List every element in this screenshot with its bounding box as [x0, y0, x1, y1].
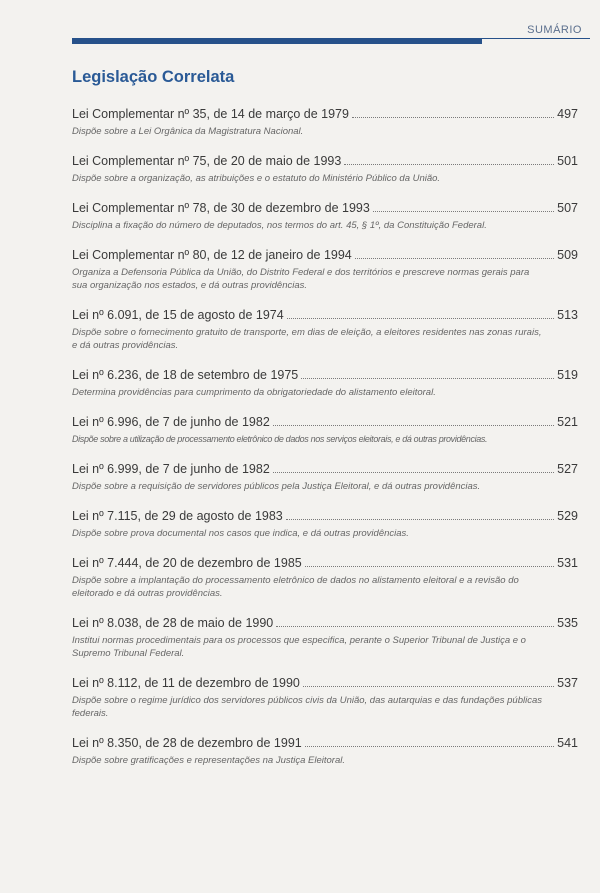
entry-page-number: 535	[557, 616, 578, 630]
toc-entry	[72, 247, 578, 292]
entry-page-number: 529	[557, 509, 578, 523]
entry-page-number: 531	[557, 556, 578, 570]
entry-description: Dispõe sobre prova documental nos casos que indica, e dá outras providências.	[72, 528, 409, 539]
entry-description: Disciplina a fixação do número de deputados, nos termos do art. 45, § 1º, da Constituição Federal.	[72, 220, 487, 231]
toc-entry	[72, 555, 578, 600]
leader-dots	[287, 318, 554, 319]
entry-title: Lei nº 6.996, de 7 de junho de 1982	[72, 415, 270, 429]
leader-dots	[305, 746, 554, 747]
entry-page-number: 541	[557, 736, 578, 750]
entry-title: Lei nº 8.350, de 28 de dezembro de 1991	[72, 736, 302, 750]
entry-page-number: 509	[557, 248, 578, 262]
toc-entry	[72, 106, 578, 138]
entry-description: Dispõe sobre a requisição de servidores públicos pela Justiça Eleitoral, e dá outras providências.	[72, 481, 481, 492]
entry-title: Lei Complementar nº 75, de 20 de maio de 1993	[72, 154, 342, 168]
leader-dots	[273, 472, 554, 473]
leader-dots	[301, 378, 554, 379]
section-title: Legislação Correlata	[72, 68, 235, 86]
entry-title: Lei nº 6.091, de 15 de agosto de 1974	[72, 308, 284, 322]
toc-entry	[72, 414, 578, 446]
leader-dots	[305, 566, 554, 567]
entry-description: Determina providências para cumprimento da obrigatoriedade do alistamento eleitoral.	[72, 387, 436, 398]
entry-title: Lei nº 7.115, de 29 de agosto de 1983	[72, 509, 283, 523]
running-header: SUMÁRIO	[527, 24, 582, 36]
toc-entry	[72, 675, 578, 720]
entry-title: Lei nº 6.236, de 18 de setembro de 1975	[72, 368, 299, 382]
leader-dots	[273, 425, 554, 426]
entry-title: Lei nº 8.038, de 28 de maio de 1990	[72, 616, 274, 630]
toc-entry	[72, 200, 578, 232]
leader-dots	[276, 626, 554, 627]
entry-description: Dispõe sobre o regime jurídico dos servidores públicos civis da União, das autarquias e das fundações públicas federais.	[72, 695, 542, 719]
leader-dots	[286, 519, 554, 520]
leader-dots	[303, 686, 554, 687]
leader-dots	[373, 211, 554, 212]
entry-title: Lei nº 8.112, de 11 de dezembro de 1990	[72, 676, 300, 690]
entry-title: Lei nº 7.444, de 20 de dezembro de 1985	[72, 556, 302, 570]
entry-page-number: 501	[557, 154, 578, 168]
entry-page-number: 497	[557, 107, 578, 121]
leader-dots	[344, 164, 554, 165]
entry-description: Organiza a Defensoria Pública da União, do Distrito Federal e dos territórios e prescreve normas gerais para sua organização nos estados, e dá outras providências.	[72, 267, 530, 291]
toc-entry	[72, 367, 578, 399]
entry-page-number: 513	[557, 308, 578, 322]
entry-description: Institui normas procedimentais para os processos que especifica, perante o Superior Tribunal de Justiça e o Supremo Tribunal Federal.	[72, 635, 526, 659]
toc-entry	[72, 461, 578, 493]
toc-entry	[72, 508, 578, 540]
entry-description: Dispõe sobre a implantação do processamento eletrônico de dados no alistamento eleitoral e a revisão do eleitorado e dá outras providências.	[72, 575, 519, 599]
entry-title: Lei nº 6.999, de 7 de junho de 1982	[72, 462, 270, 476]
entry-page-number: 527	[557, 462, 578, 476]
toc-entry	[72, 735, 578, 767]
toc-entry	[72, 153, 578, 185]
header-rule-tail	[482, 38, 590, 39]
toc-list	[72, 106, 578, 782]
leader-dots	[355, 258, 554, 259]
toc-entry	[72, 615, 578, 660]
entry-page-number: 521	[557, 415, 578, 429]
entry-description: Dispõe sobre a Lei Orgânica da Magistratura Nacional.	[72, 126, 304, 137]
entry-page-number: 507	[557, 201, 578, 215]
entry-title: Lei Complementar nº 80, de 12 de janeiro de 1994	[72, 248, 352, 262]
entry-description: Dispõe sobre gratificações e representações na Justiça Eleitoral.	[72, 755, 346, 766]
entry-page-number: 519	[557, 368, 578, 382]
toc-entry	[72, 307, 578, 352]
entry-description: Dispõe sobre o fornecimento gratuito de transporte, em dias de eleição, a eleitores residentes nas zonas rurais, e dá outras providências.	[72, 327, 542, 351]
entry-title: Lei Complementar nº 78, de 30 de dezembro de 1993	[72, 201, 370, 215]
entry-description: Dispõe sobre a utilização de processamento eletrônico de dados nos serviços eleitorais, e dá outras providências.	[72, 434, 488, 444]
entry-description: Dispõe sobre a organização, as atribuições e o estatuto do Ministério Público da União.	[72, 173, 441, 184]
entry-title: Lei Complementar nº 35, de 14 de março de 1979	[72, 107, 349, 121]
leader-dots	[352, 117, 554, 118]
entry-page-number: 537	[557, 676, 578, 690]
header-rule	[72, 38, 482, 44]
